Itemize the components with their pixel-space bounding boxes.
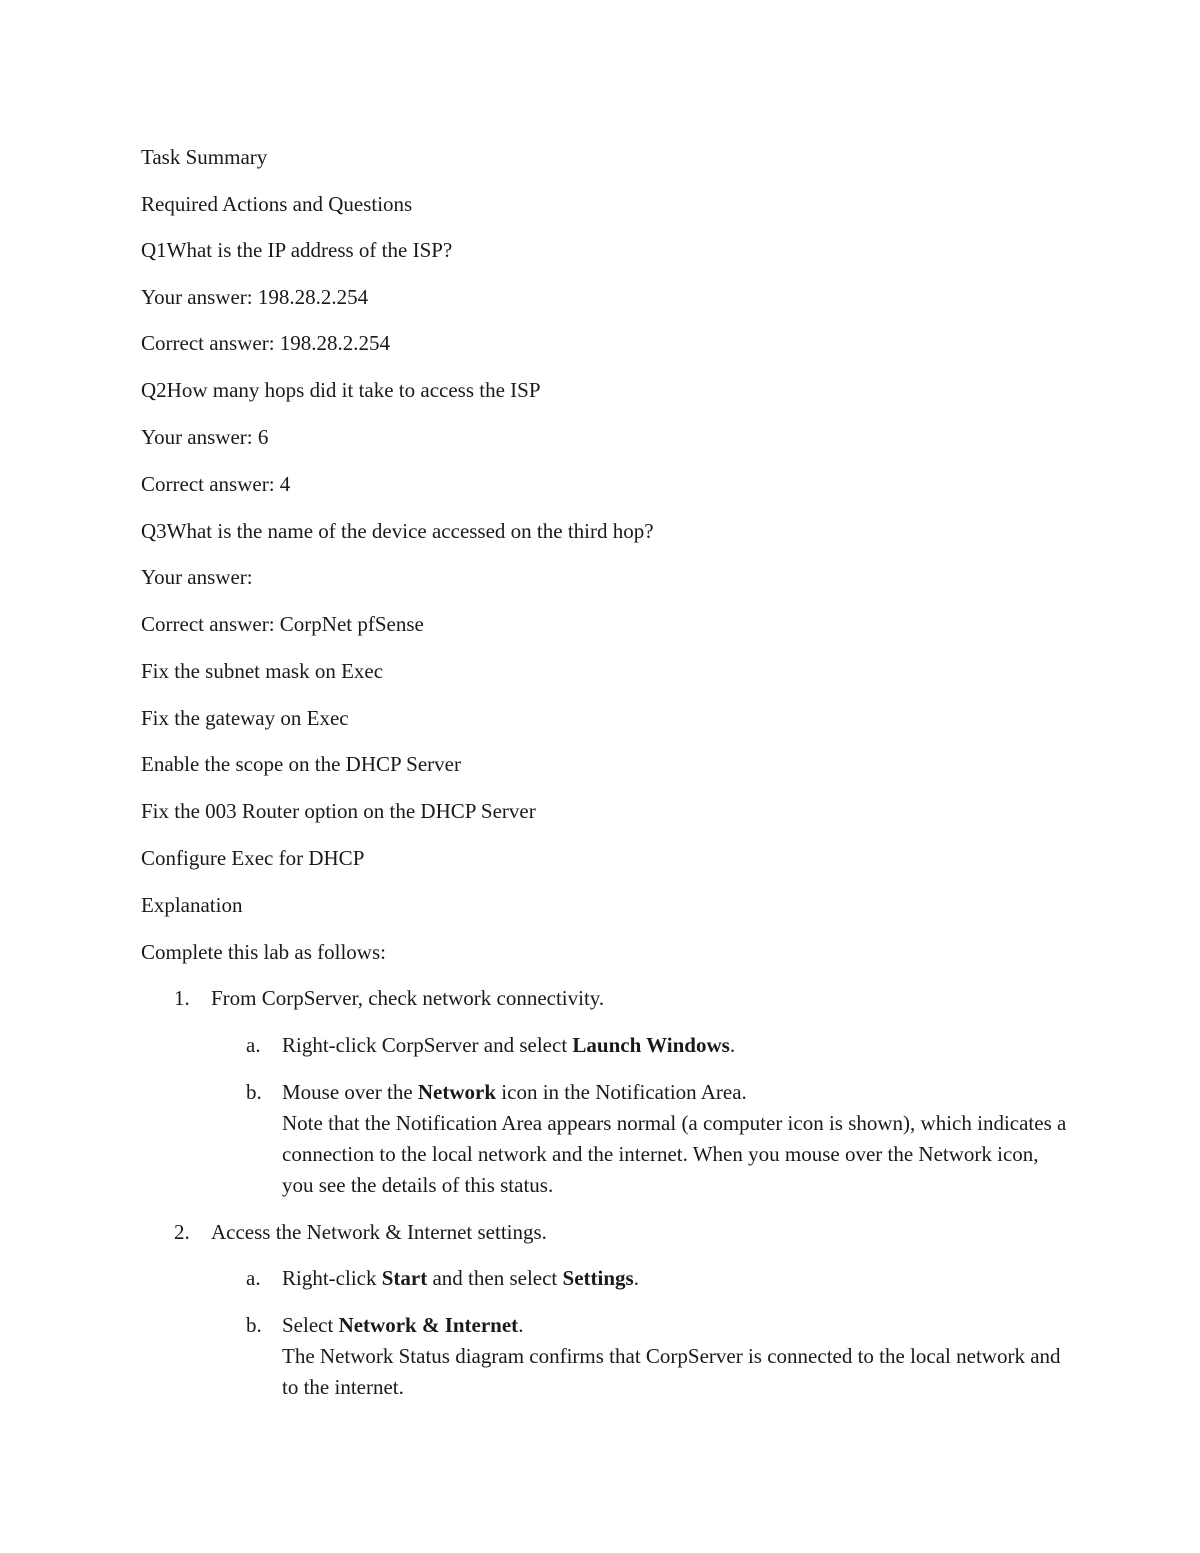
action-subnet-mask: Fix the subnet mask on Exec bbox=[141, 659, 384, 683]
step-1a-text: Right-click CorpServer and select Launch Windows. bbox=[282, 1033, 736, 1057]
step-2b-text: Select Network & Internet. The Network Status diagram confirms that CorpServer is connected to the local network and to the internet. bbox=[282, 1310, 1072, 1403]
action-configure-dhcp: Configure Exec for DHCP bbox=[141, 846, 365, 870]
step-2a-number: a. bbox=[246, 1266, 261, 1290]
step-2-text: Access the Network & Internet settings. bbox=[211, 1220, 547, 1244]
q3-your-answer: Your answer: bbox=[141, 565, 253, 589]
step-1b-text: Mouse over the Network icon in the Notification Area. Note that the Notification Area appears normal (a computer icon is shown), which indicates a connection to the local network and the internet. When you mouse over the Network icon, you see the details of this status. bbox=[282, 1077, 1072, 1201]
step-1-text: From CorpServer, check network connectivity. bbox=[211, 986, 605, 1010]
step-1b-note: Note that the Notification Area appears normal (a computer icon is shown), which indicates a connection to the local network and the internet. When you mouse over the Network icon, you see the details of this status. bbox=[282, 1111, 1067, 1197]
step-2-number: 2. bbox=[174, 1220, 190, 1244]
q2-your-answer: Your answer: 6 bbox=[141, 425, 269, 449]
step-1b-number: b. bbox=[246, 1080, 262, 1104]
start-label: Start bbox=[381, 1266, 428, 1290]
intro-complete-lab: Complete this lab as follows: bbox=[141, 940, 386, 964]
action-router-option: Fix the 003 Router option on the DHCP Server bbox=[141, 799, 536, 823]
action-enable-scope: Enable the scope on the DHCP Server bbox=[141, 752, 461, 776]
network-internet-label: Network & Internet bbox=[338, 1313, 519, 1337]
step-1a-number: a. bbox=[246, 1033, 261, 1057]
step-1-number: 1. bbox=[174, 986, 190, 1010]
heading-explanation: Explanation bbox=[141, 893, 243, 917]
settings-label: Settings bbox=[562, 1266, 634, 1290]
q1-your-answer: Your answer: 198.28.2.254 bbox=[141, 285, 369, 309]
question-1: Q1What is the IP address of the ISP? bbox=[141, 238, 453, 262]
step-2a-text: Right-click Start and then select Settings. bbox=[282, 1266, 639, 1290]
question-2: Q2How many hops did it take to access the ISP bbox=[141, 378, 541, 402]
heading-task-summary: Task Summary bbox=[141, 145, 268, 169]
q1-correct-answer: Correct answer: 198.28.2.254 bbox=[141, 331, 391, 355]
q3-correct-answer: Correct answer: CorpNet pfSense bbox=[141, 612, 424, 636]
action-gateway: Fix the gateway on Exec bbox=[141, 706, 349, 730]
q2-correct-answer: Correct answer: 4 bbox=[141, 472, 291, 496]
step-2b-note: The Network Status diagram confirms that CorpServer is connected to the local network and to the internet. bbox=[282, 1344, 1061, 1399]
step-2b-number: b. bbox=[246, 1313, 262, 1337]
launch-windows-label: Launch Windows bbox=[572, 1033, 730, 1057]
question-3: Q3What is the name of the device accessed on the third hop? bbox=[141, 519, 654, 543]
heading-required-actions: Required Actions and Questions bbox=[141, 192, 413, 216]
network-label: Network bbox=[417, 1080, 497, 1104]
